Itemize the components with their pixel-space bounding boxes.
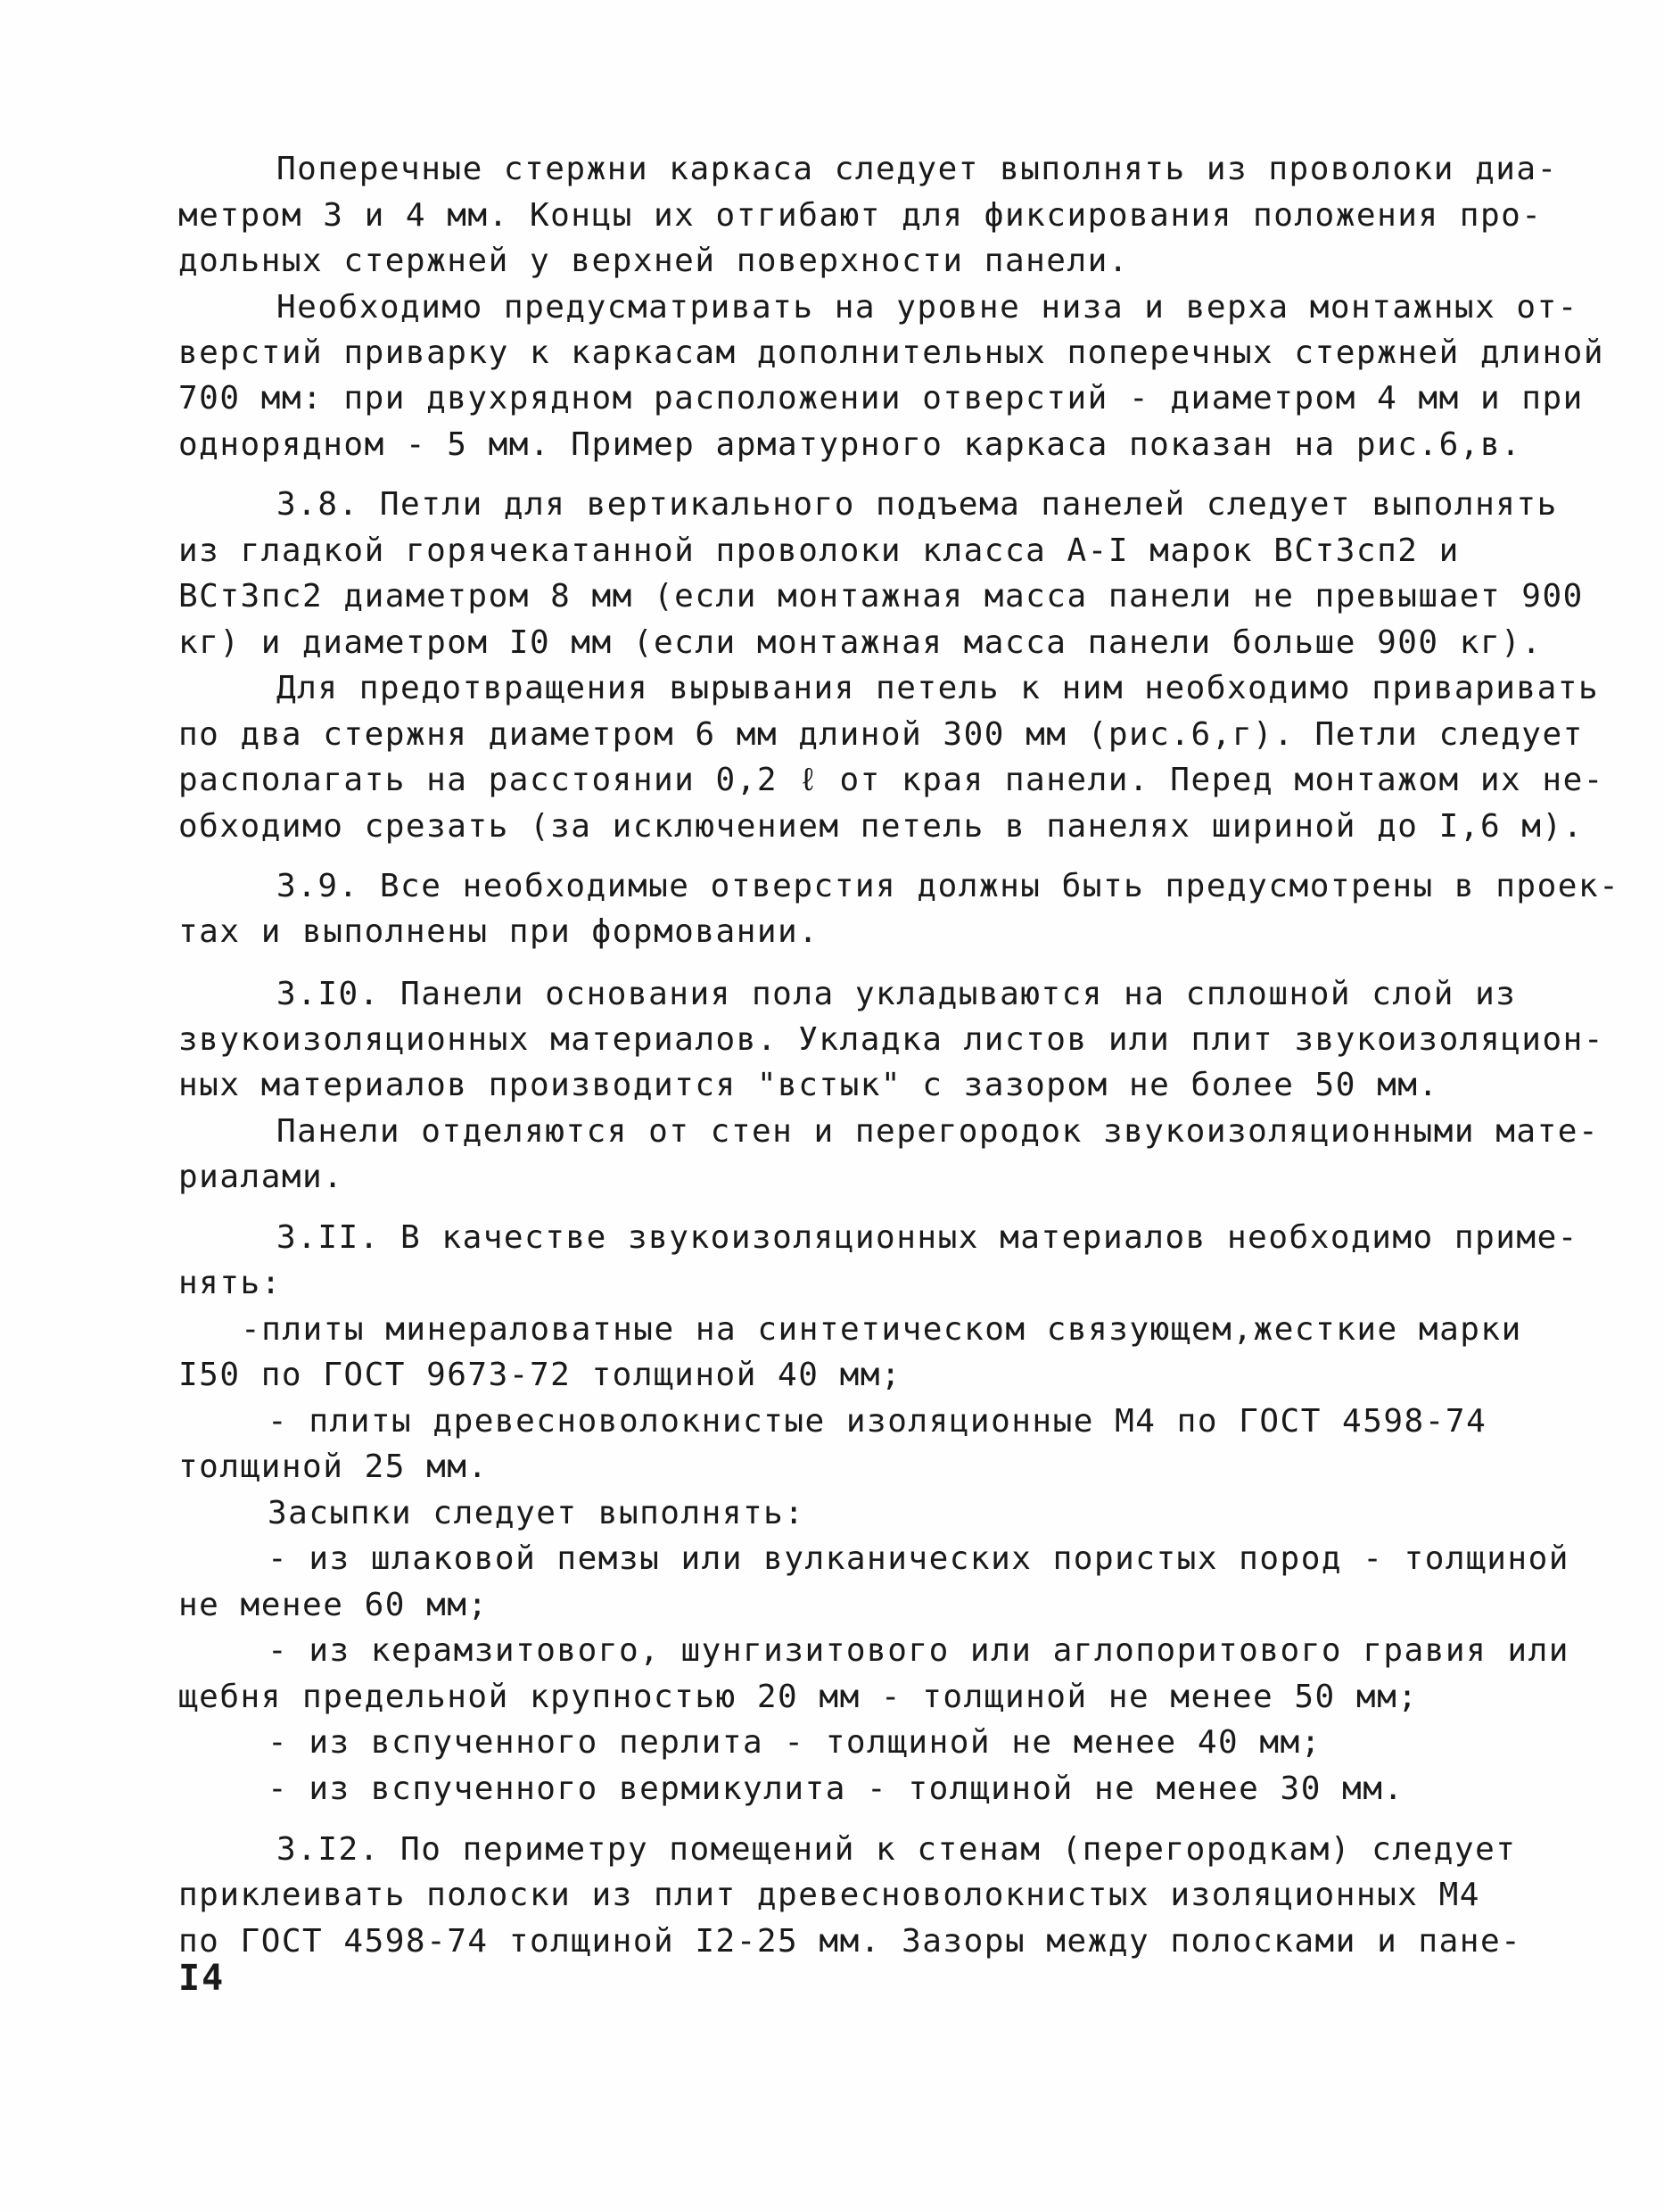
text-line: - из вспученного перлита - толщиной не менее 40 мм; [268, 1724, 1322, 1761]
text-line: 700 мм: при двухрядном расположении отверстий - диаметром 4 мм и при [178, 380, 1584, 417]
text-line: 3.I2. По периметру помещений к стенам (перегородкам) следует [276, 1831, 1517, 1868]
text-line: 3.I0. Панели основания пола укладываются на сплошной слой из [276, 976, 1517, 1012]
text-line: метром 3 и 4 мм. Концы их отгибают для фиксирования положения про- [178, 197, 1543, 234]
text-line: Для предотвращения вырывания петель к ним необходимо приваривать [276, 670, 1600, 706]
text-line: толщиной 25 мм. [178, 1449, 489, 1485]
text-line: -плиты минераловатные на синтетическом связующем,жесткие марки [241, 1311, 1522, 1348]
text-line: из гладкой горячекатанной проволоки класса А-I марок ВСт3сп2 и [178, 532, 1460, 569]
text-line: щебня предельной крупностью 20 мм - толщиной не менее 50 мм; [178, 1679, 1419, 1715]
text-line: - из вспученного вермикулита - толщиной не менее 30 мм. [268, 1770, 1405, 1807]
text-line: ВСт3пс2 диаметром 8 мм (если монтажная масса панели не превышает 900 [178, 578, 1584, 615]
text-line: Панели отделяются от стен и перегородок звукоизоляционными мате- [276, 1113, 1600, 1150]
text-line: по два стержня диаметром 6 мм длиной 300 мм (рис.6,г). Петли следует [178, 716, 1584, 753]
text-line: дольных стержней у верхней поверхности панели. [178, 243, 1129, 279]
text-line: 3.II. В качестве звукоизоляционных материалов необходимо приме- [276, 1219, 1578, 1256]
text-line: приклеивать полоски из плит древесноволокнистых изоляционных М4 [178, 1877, 1480, 1913]
text-line: - из керамзитового, шунгизитового или аглопоритового гравия или [268, 1632, 1569, 1669]
text-line: тах и выполнены при формовании. [178, 913, 820, 950]
text-line: ных материалов производится "встык" с зазором не более 50 мм. [178, 1067, 1439, 1103]
text-line: нять: [178, 1265, 282, 1301]
text-line: I50 по ГОСТ 9673-72 толщиной 40 мм; [178, 1357, 902, 1393]
text-line: Необходимо предусматривать на уровне низа и верха монтажных от- [276, 289, 1578, 326]
text-line: располагать на расстоянии 0,2 ℓ от края панели. Перед монтажом их не- [178, 762, 1604, 798]
text-line: 3.9. Все необходимые отверстия должны быть предусмотрены в проек- [276, 868, 1620, 904]
page-number: I4 [178, 1958, 226, 1999]
text-line: звукоизоляционных материалов. Укладка листов или плит звукоизоляцион- [178, 1021, 1604, 1058]
text-line: не менее 60 мм; [178, 1587, 489, 1623]
text-line: - плиты древесноволокнистые изоляционные М4 по ГОСТ 4598-74 [268, 1403, 1487, 1440]
text-line: Засыпки следует выполнять: [268, 1495, 805, 1531]
text-line: однорядном - 5 мм. Пример арматурного каркаса показан на рис.6,в. [178, 426, 1522, 463]
text-line: по ГОСТ 4598-74 толщиной I2-25 мм. Зазоры между полосками и пане- [178, 1923, 1522, 1960]
text-line: верстий приварку к каркасам дополнительных поперечных стержней длиной [178, 334, 1604, 371]
text-line: обходимо срезать (за исключением петель в панелях шириной до I,6 м). [178, 808, 1584, 845]
text-line: Поперечные стержни каркаса следует выполнять из проволоки диа- [276, 151, 1558, 187]
text-line: - из шлаковой пемзы или вулканических пористых пород - толщиной [268, 1540, 1569, 1577]
text-line: 3.8. Петли для вертикального подъема панелей следует выполнять [276, 486, 1558, 523]
text-line: риалами. [178, 1159, 344, 1195]
text-line: кг) и диаметром I0 мм (если монтажная масса панели больше 900 кг). [178, 624, 1543, 661]
